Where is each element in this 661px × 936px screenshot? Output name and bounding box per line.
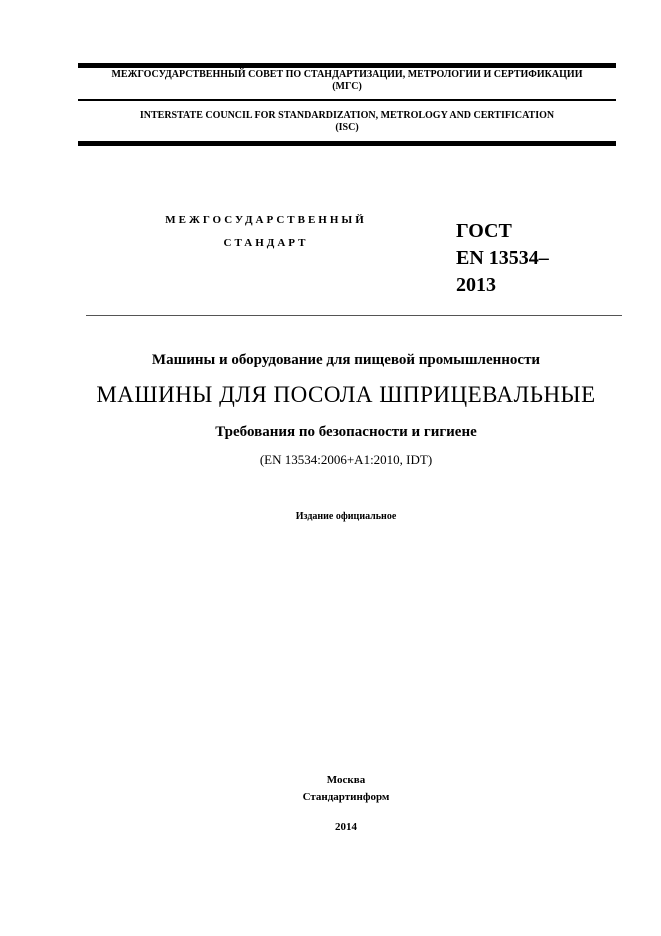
council-name-en-line1: INTERSTATE COUNCIL FOR STANDARDIZATION, METROLOGY AND CERTIFICATION: [139, 110, 555, 121]
council-name-ru: [78, 69, 616, 93]
publication-city: Москва: [326, 774, 366, 786]
council-name-ru-line1: МЕЖГОСУДАРСТВЕННЫЙ СОВЕТ ПО СТАНДАРТИЗАЦИИ, МЕТРОЛОГИИ И СЕРТИФИКАЦИИ: [111, 69, 583, 80]
top-thick-rule: [78, 63, 616, 68]
publication-year: 2014: [335, 821, 357, 833]
bottom-thick-rule: [78, 141, 616, 146]
standard-designation: [456, 218, 549, 299]
standard-type-line2: СТАНДАРТ: [223, 237, 309, 249]
document-title: МАШИНЫ ДЛЯ ПОСОЛА ШПРИЦЕВАЛЬНЫЕ: [96, 382, 596, 407]
council-abbr-ru: (МГС): [332, 81, 362, 92]
title-separator: [86, 315, 622, 316]
edition-note: Издание официальное: [295, 511, 397, 522]
middle-rule: [78, 99, 616, 101]
identity-reference: (EN 13534:2006+A1:2010, IDT): [259, 452, 433, 467]
publisher-name: Стандартинформ: [302, 791, 390, 803]
council-name-en: [78, 110, 616, 134]
council-abbr-en: (ISC): [335, 122, 359, 133]
document-requirements: Требования по безопасности и гигиене: [215, 424, 477, 440]
gost-line2: EN 13534–: [456, 247, 549, 269]
gost-line3: 2013: [456, 274, 496, 296]
document-subtitle: Машины и оборудование для пищевой промышленности: [151, 352, 541, 368]
standard-type-line1: МЕЖГОСУДАРСТВЕННЫЙ: [165, 214, 367, 226]
gost-line1: ГОСТ: [456, 220, 512, 242]
